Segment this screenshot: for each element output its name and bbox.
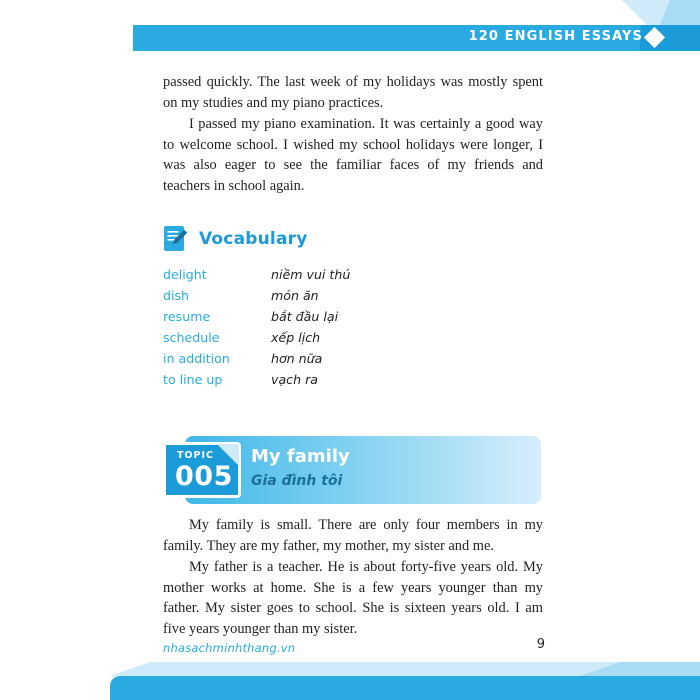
vocabulary-title: Vocabulary [199,229,308,249]
topic-number: 005 [175,461,233,492]
essay-text-top [163,72,543,196]
footer-band [110,676,700,700]
vocabulary-heading [163,223,543,255]
vocab-meaning: vạch ra [271,372,318,387]
book-title: 120 ENGLISH ESSAYS [468,29,643,44]
header-left-rule [133,25,136,51]
paragraph: I passed my piano examination. It was certainly a good way to welcome school. I wished my school holidays were longer, I was also eager to see the familiar faces of my friends and teachers in school again. [163,116,543,194]
page-header [0,0,700,58]
table-row [163,288,493,309]
vocab-meaning: hơn nữa [271,351,323,366]
topic-banner [163,436,541,504]
website-credit: nhasachminhthang.vn [163,641,296,655]
topic-subtitle: Gia đình tôi [251,473,343,489]
page-number: 9 [536,637,545,652]
vocab-term: delight [163,267,207,282]
paragraph: passed quickly. The last week of my holidays was mostly spent on my studies and my piano practices. [163,74,543,111]
vocabulary-section [163,223,543,393]
table-row [163,267,493,288]
topic-number-box [163,442,241,498]
vocab-meaning: xếp lịch [271,330,321,345]
vocab-term: to line up [163,372,223,387]
table-row [163,330,493,351]
vocabulary-table [163,267,493,393]
vocab-meaning: niềm vui thú [271,267,351,282]
table-row [163,372,493,393]
table-row [163,351,493,372]
notepad-pencil-icon [163,225,190,253]
paragraph: My father is a teacher. He is about forty-five years old. My mother works at home. She is a few years younger than my father. My sister goes to school. She is sixteen years old. I am five years younger than my sister. [163,559,543,637]
vocab-term: dish [163,288,190,303]
vocab-term: schedule [163,330,220,345]
paragraph: My family is small. There are only four members in my family. They are my father, my mother, my sister and me. [163,517,543,554]
vocab-meaning: món ăn [271,288,319,303]
vocab-term: resume [163,309,211,324]
topic-label: TOPIC [177,450,215,461]
topic-title: My family [251,446,350,467]
vocab-term: in addition [163,351,230,366]
table-row [163,309,493,330]
vocab-meaning: bắt đầu lại [271,309,339,324]
essay-text-bottom [163,515,543,639]
